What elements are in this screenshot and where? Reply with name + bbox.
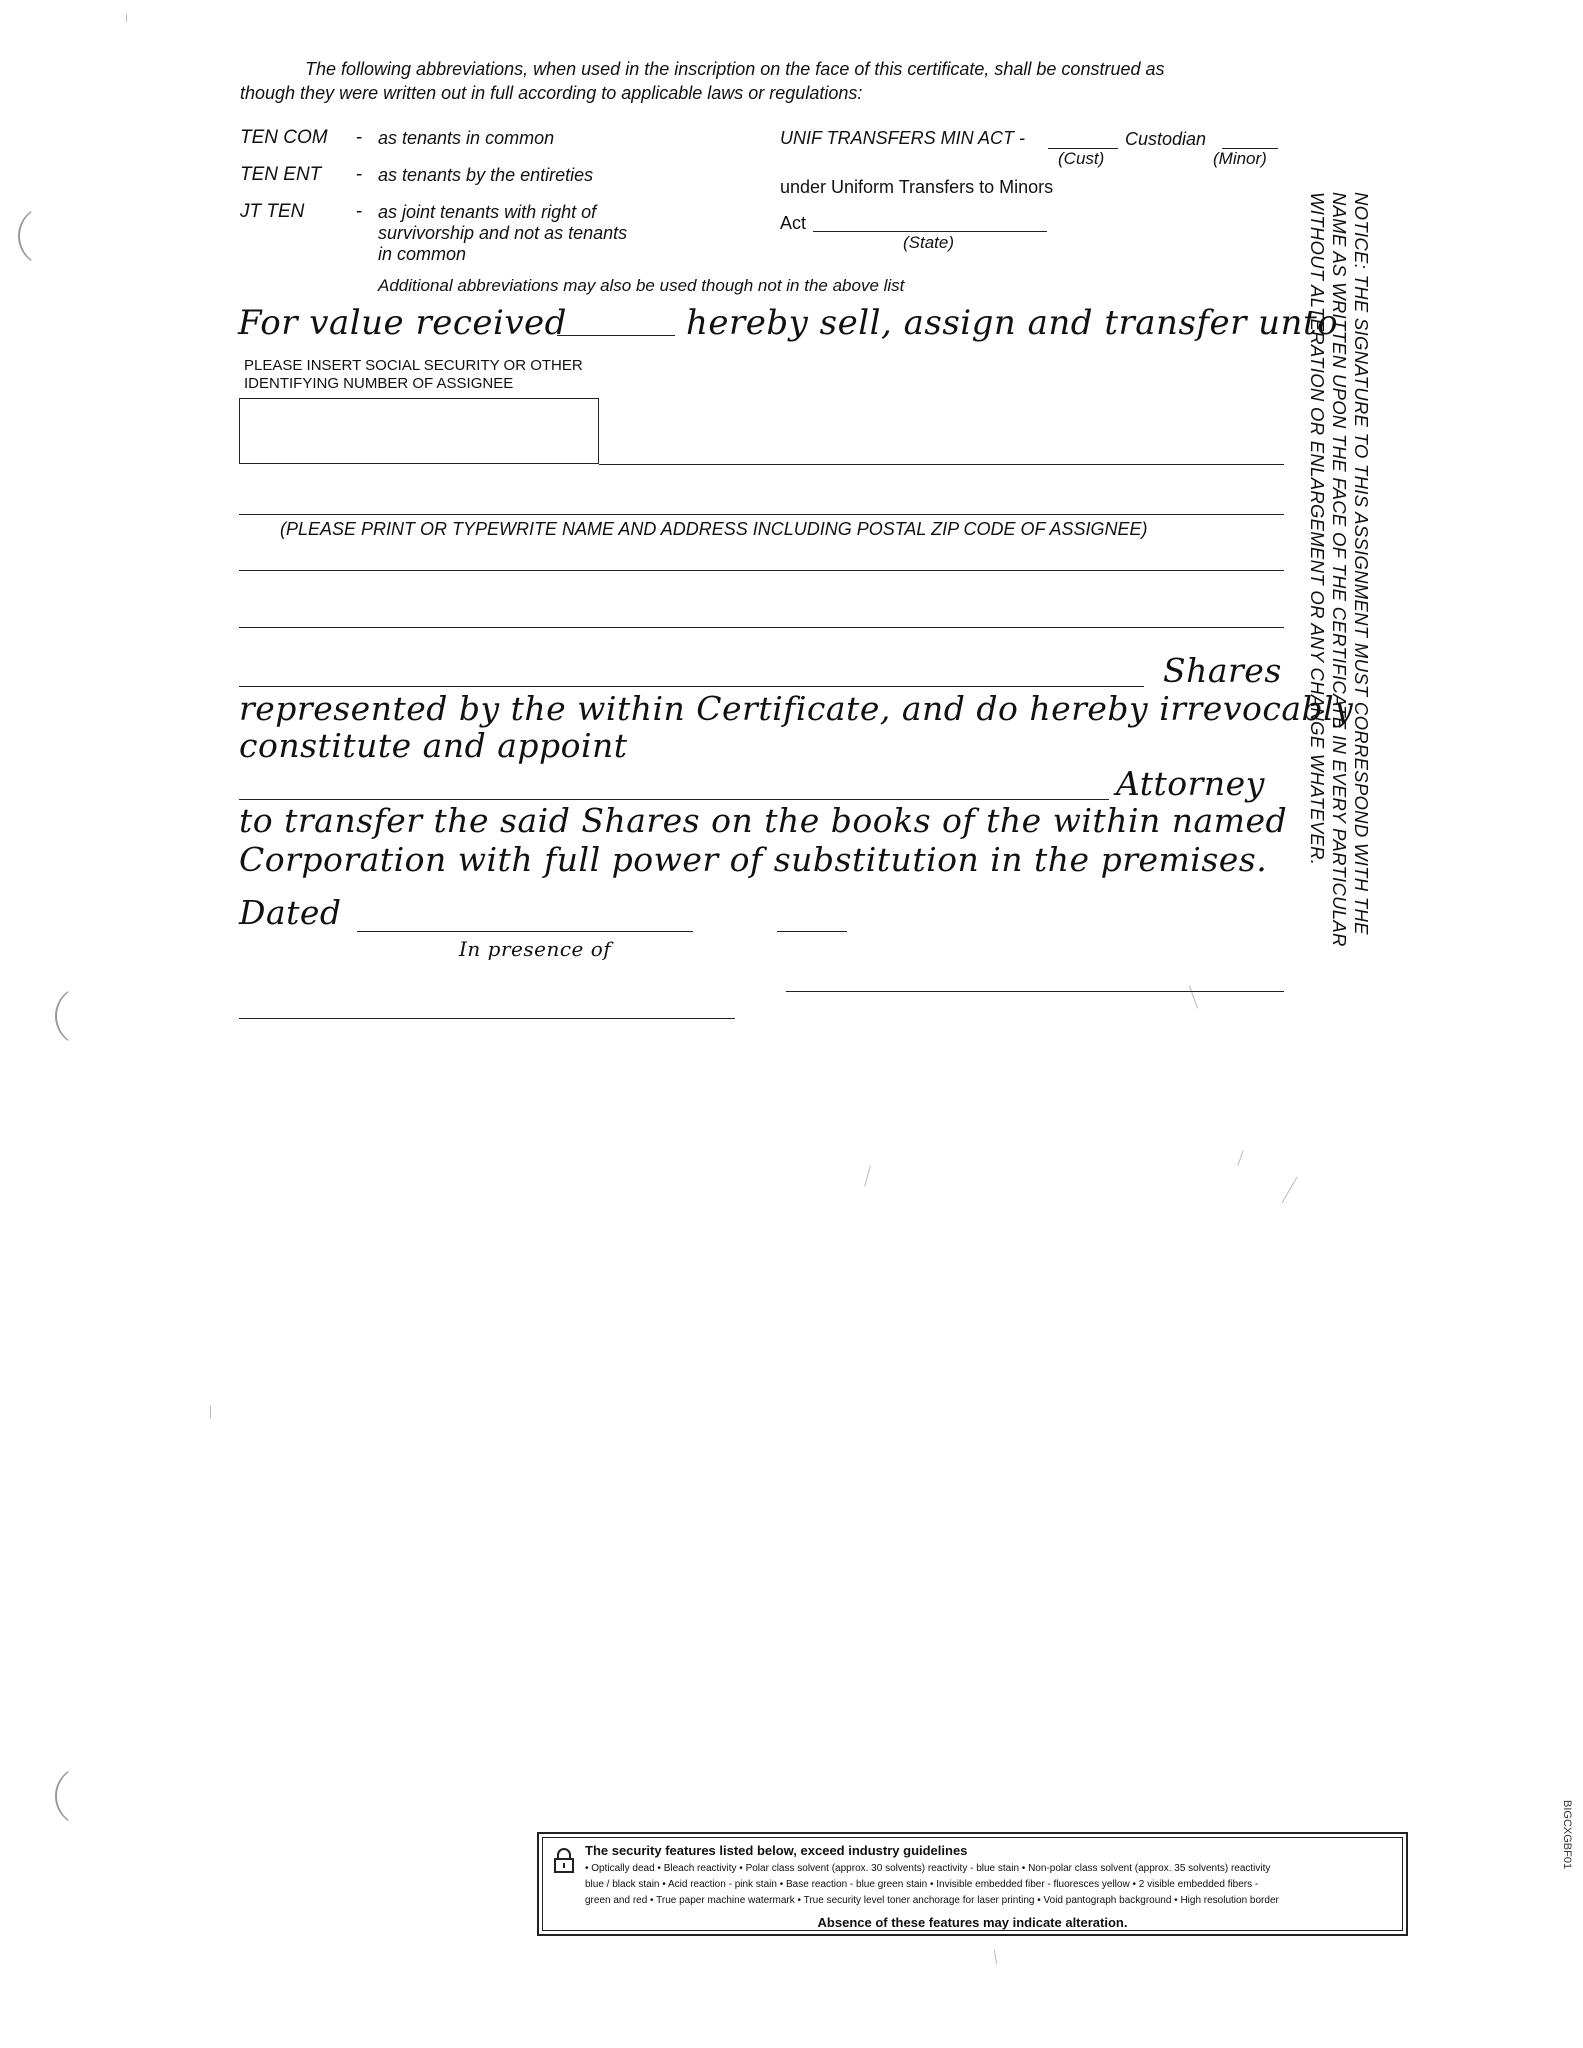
paper-fiber xyxy=(126,14,127,22)
abbr-dash: - xyxy=(356,127,363,148)
lock-icon xyxy=(553,1848,575,1874)
dated-year-line[interactable] xyxy=(777,931,847,932)
security-title: The security features listed below, exceed industry guidelines xyxy=(585,1843,968,1858)
abbr-code: TEN COM xyxy=(240,127,328,148)
assignee-address-line-2[interactable] xyxy=(239,627,1284,628)
attorney-text: Attorney xyxy=(1116,764,1265,803)
unif-custodian: Custodian xyxy=(1125,129,1207,149)
unif-label: UNIF TRANSFERS MIN ACT - xyxy=(780,128,1026,148)
constitute-text: constitute and appoint xyxy=(239,726,628,765)
shares-text: Shares xyxy=(1163,651,1282,690)
print-instruction: (PLEASE PRINT OR TYPEWRITE NAME AND ADDRESS INCLUDING POSTAL ZIP CODE OF ASSIGNEE) xyxy=(280,519,1148,539)
paper-fiber xyxy=(210,1405,211,1419)
abbr-code: JT TEN xyxy=(240,201,305,222)
assignee-address-line-1[interactable] xyxy=(239,570,1284,571)
abbr-meaning: as tenants in common xyxy=(378,128,555,148)
security-features-box xyxy=(537,1832,1408,1936)
abbr-dash: - xyxy=(356,201,363,222)
unif-act: Act xyxy=(780,213,807,233)
attorney-line[interactable] xyxy=(239,799,1109,800)
abbr-meaning: in common xyxy=(378,244,467,264)
represented-text: represented by the within Certificate, and do hereby irrevocably xyxy=(239,689,1354,728)
assignee-name-line[interactable] xyxy=(599,464,1284,465)
value-received-text: For value received xyxy=(238,303,567,343)
witness-line[interactable] xyxy=(239,1018,735,1019)
security-footer: Absence of these features may indicate alteration. xyxy=(817,1915,1128,1930)
paper-fiber xyxy=(1282,1177,1298,1203)
notice-line-1: NOTICE: THE SIGNATURE TO THIS ASSIGNMENT MUST CORRESPOND WITH THE xyxy=(1351,192,1372,935)
security-features-line-1: • Optically dead • Bleach reactivity • Polar class solvent (approx. 30 solvents) reactivity - blue stain • Non-polar class solvent (approx. 35 solvents) reactivity xyxy=(585,1863,1271,1874)
to-transfer-text: to transfer the said Shares on the books of the within named xyxy=(239,801,1288,840)
dated-line[interactable] xyxy=(357,931,693,932)
paper-fiber xyxy=(1189,986,1198,1009)
notice-line-3: WITHOUT ALTERATION OR ENLARGEMENT OR ANY CHANGE WHATEVER. xyxy=(1307,192,1328,866)
binder-hole-middle xyxy=(55,985,118,1047)
signature-notice xyxy=(1306,192,1372,947)
unif-state-caption: (State) xyxy=(903,233,955,252)
abbr-meaning: survivorship and not as tenants xyxy=(378,223,628,243)
corporation-text: Corporation with full power of substitution in the premises. xyxy=(239,840,1268,879)
ssn-label-line-1: PLEASE INSERT SOCIAL SECURITY OR OTHER xyxy=(244,357,583,374)
state-blank[interactable] xyxy=(813,231,1047,232)
ssn-label-line-2: IDENTIFYING NUMBER OF ASSIGNEE xyxy=(244,375,514,392)
value-received-blank[interactable] xyxy=(557,335,675,336)
form-code: BIGCXGBF01 xyxy=(1561,1800,1573,1870)
binder-hole-top xyxy=(18,205,81,267)
unif-minor-caption: (Minor) xyxy=(1213,149,1267,168)
security-features-inner xyxy=(542,1837,1403,1931)
signature-line[interactable] xyxy=(786,991,1284,992)
shares-count-line[interactable] xyxy=(239,686,1144,687)
abbr-meaning: as tenants by the entireties xyxy=(378,165,594,185)
intro-line-2: though they were written out in full according to applicable laws or regulations: xyxy=(240,83,863,103)
notice-line-2: NAME AS WRITTEN UPON THE FACE OF THE CERTIFICATE IN EVERY PARTICULAR xyxy=(1329,192,1350,947)
abbr-code: TEN ENT xyxy=(240,164,322,185)
ssn-input-box[interactable] xyxy=(239,398,599,464)
intro-line-1: The following abbreviations, when used in the inscription on the face of this certificate, shall be construed as xyxy=(305,59,1165,79)
binder-hole-bottom xyxy=(55,1765,118,1827)
paper-fiber xyxy=(864,1165,871,1187)
paper-fiber xyxy=(994,1950,997,1964)
paper-fiber xyxy=(1237,1150,1243,1165)
abbr-meaning: as joint tenants with right of xyxy=(378,202,597,222)
unif-cust-caption: (Cust) xyxy=(1058,149,1105,168)
presence-text: In presence of xyxy=(459,937,612,961)
additional-abbreviations-note: Additional abbreviations may also be used though not in the above list xyxy=(378,276,905,295)
dated-text: Dated xyxy=(239,893,342,932)
sell-assign-transfer-text: hereby sell, assign and transfer unto xyxy=(686,303,1339,343)
unif-under: under Uniform Transfers to Minors xyxy=(780,177,1054,197)
security-features-line-3: green and red • True paper machine watermark • True security level toner anchorage for laser printing • Void pantograph background • High resolution border xyxy=(585,1895,1279,1906)
security-features-line-2: blue / black stain • Acid reaction - pink stain • Base reaction - blue green stain • Invisible embedded fiber - fluoresces yellow • 2 visible embedded fibers - xyxy=(585,1879,1259,1890)
assignee-line-2[interactable] xyxy=(239,514,1284,515)
abbr-dash: - xyxy=(356,164,363,185)
